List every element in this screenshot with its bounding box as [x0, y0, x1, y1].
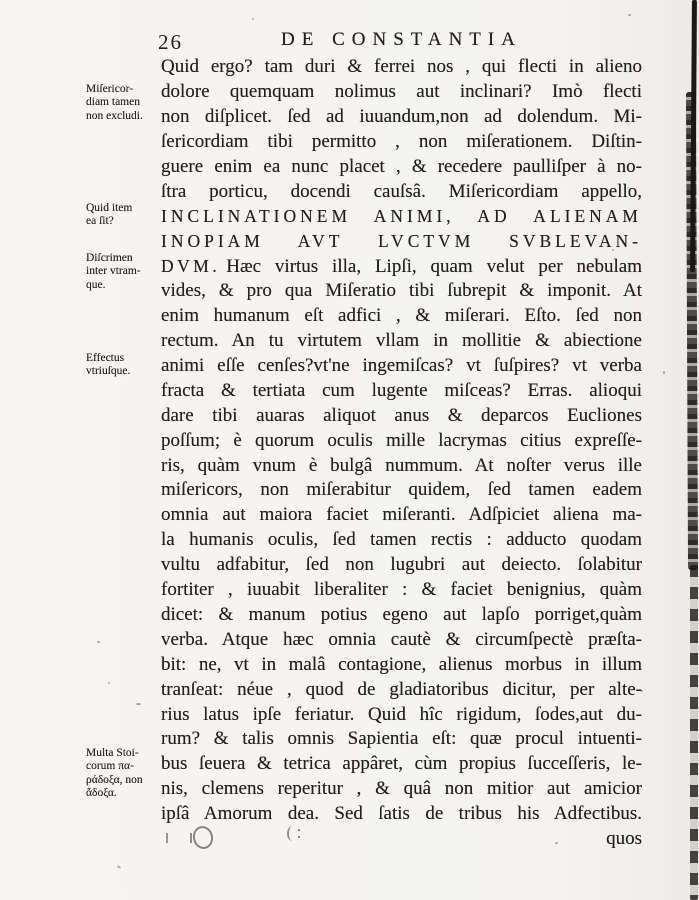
paper-speck [641, 690, 643, 692]
text-line: rectum. An tu virtutem vllam in mollitie & abiectione [161, 329, 642, 351]
scan-edge-artifact [690, 565, 698, 900]
text-line: poſſum; è quorum oculis mille lacrymas citius expreſſe- [161, 429, 642, 451]
catchword-line: quos [606, 828, 642, 850]
margin-note-line: ea ſit? [86, 215, 114, 228]
text-line: ſtra porticu, docendi cauſsâ. Miſericordiam appello, [161, 180, 642, 202]
text-line: vides, & pro qua Miſeratio tibi ſubrepit & imponit. At [161, 280, 642, 302]
margin-note-line: non excludi. [86, 109, 143, 122]
small-caps-word: DVM. [161, 256, 221, 277]
text-line: ſericordiam tibi permitto , non miſerationem. Diſtin- [161, 130, 642, 152]
paper-speck [117, 865, 121, 869]
text-line: miſericors, non miſerabitur quidem, ſed tamen eadem [161, 479, 642, 501]
text-line: fortiter , iuuabit liberaliter : & faciet benignius, quàm [161, 579, 642, 601]
paper-speck [663, 371, 665, 374]
margin-note-line: Effectus [86, 352, 125, 364]
text-line: dicet: & manum potius egeno aut lapſo porriget,quàm [161, 603, 642, 625]
paper-speck [612, 249, 614, 251]
margin-note [86, 202, 160, 229]
margin-note [86, 352, 160, 379]
text-line: dare tibi auaras aliquot anus & deparcos Eucliones [161, 404, 642, 426]
text-line: rius latus ipſe feriatur. Quid hîc rigidum, ſodes,aut du- [161, 703, 642, 725]
paper-speck [555, 842, 558, 844]
margin-note [86, 83, 160, 123]
paper-speck [108, 682, 110, 684]
text-line: guere enim ea nunc placet , & recedere paulliſper à no- [161, 155, 642, 177]
running-title: DE CONSTANTIA [281, 29, 522, 50]
text-line: rum? & talis omnis Sapientia eſt: quæ procul intuenti- [161, 728, 642, 750]
margin-note-line: ἄδοξα. [86, 787, 117, 800]
margin-note-line: Diſcrimen [86, 252, 133, 264]
text-line: nis, clemens reperitur , & quâ non mitior aut amicior [161, 778, 642, 800]
text-line: vultu adfabitur, ſed non lugubri aut deiecto. ſolabitur [161, 554, 642, 576]
margin-note [86, 252, 160, 292]
text-line: enim humanum eſt adfici , & miſerari. Eſto. ſed non [161, 305, 642, 327]
ink-smudge [166, 833, 192, 843]
ink-smudge [287, 826, 297, 841]
scan-edge-artifact [686, 92, 698, 570]
text-line: bus ſeuera & tetrica appâret, cùm propius ſucceſſeris, le- [161, 753, 642, 775]
text-line: fracta & tertiata cum lugente miſceas? Erras. alioqui [161, 379, 642, 401]
text-line: INCLINATIONEM ANIMI, AD ALIENAM [161, 206, 642, 227]
text-line: la humanis oculis, ſed tamen rectis : adducto quodam [161, 529, 642, 551]
paper-speck [252, 18, 254, 20]
margin-note-line: Multa Stoi- [86, 747, 139, 759]
text-line: bit: ne, vt in malâ contagione, alienus morbus in illum [161, 653, 642, 675]
body-text [161, 55, 642, 852]
ink-smudge [298, 829, 300, 831]
text-line: verba. Atque hæc omnia cautè & circumſpectè præſta- [161, 628, 642, 650]
text-line: INOPIAM AVT LVCTVM SVBLEVAN- [161, 231, 642, 252]
text-line: omnia aut maiora faciet miſeranti. Adſpiciet aliena ma- [161, 504, 642, 526]
text-line: DVM. Hæc virtus illa, Lipſi, quam velut per nebulam [161, 256, 642, 278]
margin-note-line: inter vtram- [86, 265, 141, 278]
margin-note-line: que. [86, 278, 106, 291]
text-line: dolore quemquam nolimus aut inclinari? Imò flecti [161, 80, 642, 102]
paper-speck [136, 703, 141, 705]
margin-note [86, 747, 160, 801]
text-line: tranſeat: néue , quod de gladiatoribus dicitur, per alte- [161, 678, 642, 700]
page-number: 26 [158, 30, 183, 54]
text-line: ris, quàm vnum è bulgâ nummum. At noſter verus ille [161, 454, 642, 476]
margin-note-line: Quid item [86, 202, 133, 214]
paper-speck [97, 641, 100, 643]
margin-note-line: corum πα- [86, 760, 134, 773]
text-line: ipſâ Amorum dea. Sed ſatis de tribus his Adfectibus. [161, 803, 642, 825]
margin-note-line: diam tamen [86, 96, 140, 109]
text-line: animi eſſe cenſes?vt'ne ingemiſcas? vt ſuſpires? vt verba [161, 354, 642, 376]
text-line: non diſplicet. ſed ad iuuandum,non ad dolendum. Mi- [161, 105, 642, 127]
margin-note-line: ράδοξα, non [86, 773, 143, 786]
paper-speck [628, 14, 631, 16]
margin-note-line: Miſericor- [86, 83, 134, 95]
text-line: Quid ergo? tam duri & ferrei nos , qui flecti in alieno [161, 56, 642, 77]
margin-note-line: vtriuſque. [86, 365, 131, 378]
